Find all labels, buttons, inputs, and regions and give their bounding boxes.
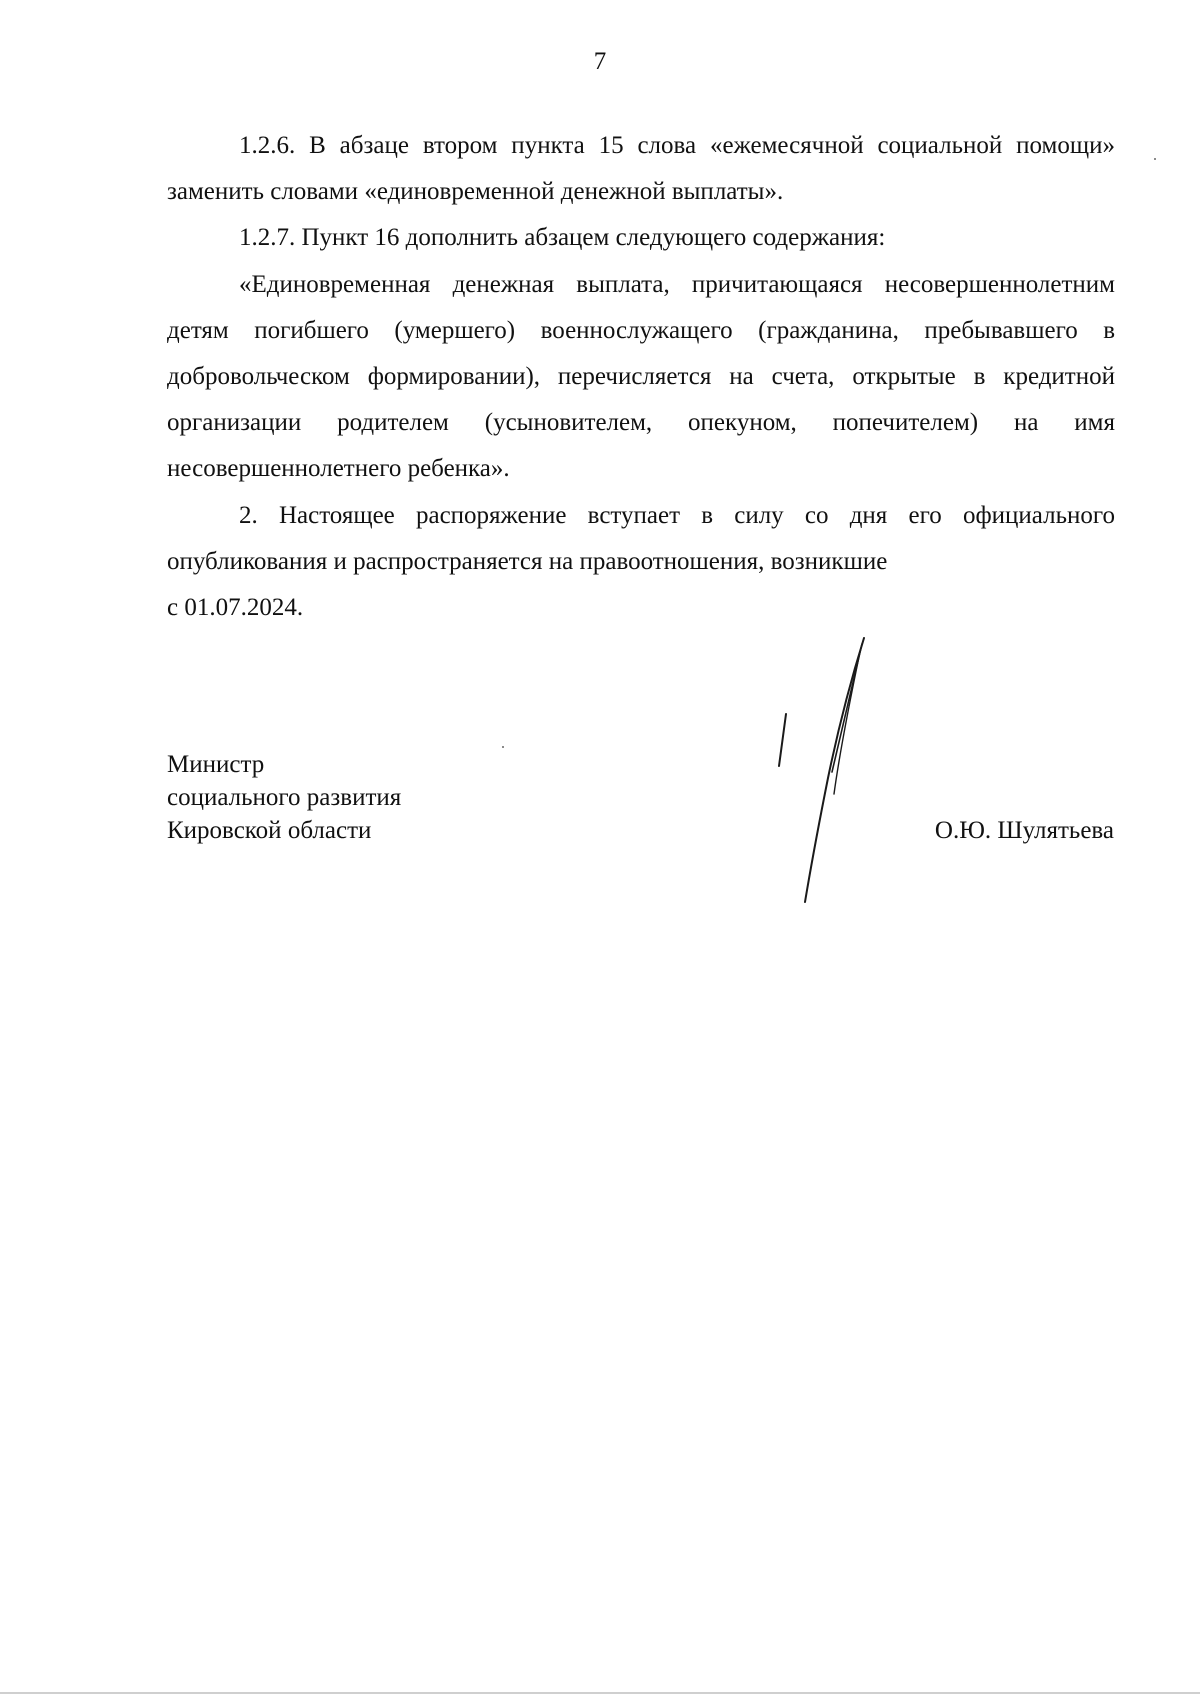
scan-speck [502,746,504,748]
document-body [167,123,1115,631]
scan-speck [1154,158,1156,160]
scan-bottom-edge [0,1692,1200,1694]
paragraph-quoted-amendment: «Единовременная денежная выплата, причитающаяся несовершеннолетним детям погибшего (умершего) военнослужащего (гражданина, пребывавшего в добровольческом формировании), перечисляется на счета, открытые в кредитной организации родителем (усыновителем, опекуном, попечителем) на имя несовершеннолетнего ребенка». [167,270,1115,483]
position-line-3: Кировской области [167,817,372,844]
position-line-1: Министр [167,751,265,778]
paragraph-2-effective-date: 2. Настоящее распоряжение вступает в силу со дня его официального опубликования и распространяется на правоотношения, возникшие [167,501,1115,575]
page-number: 7 [593,48,607,75]
handwritten-signature [770,630,880,910]
signer-name: О.Ю. Шулятьева [934,817,1114,844]
position-line-2: социального развития [167,784,402,811]
paragraph-1-2-6: 1.2.6. В абзаце втором пункта 15 слова «ежемесячной социальной помощи» заменить словами «единовременной денежной выплаты». [167,132,1115,206]
paragraph-1-2-7: 1.2.7. Пункт 16 дополнить абзацем следующего содержания: [239,224,886,252]
signatory-position [167,748,401,847]
paragraph-2-date-line: с 01.07.2024. [167,594,304,622]
